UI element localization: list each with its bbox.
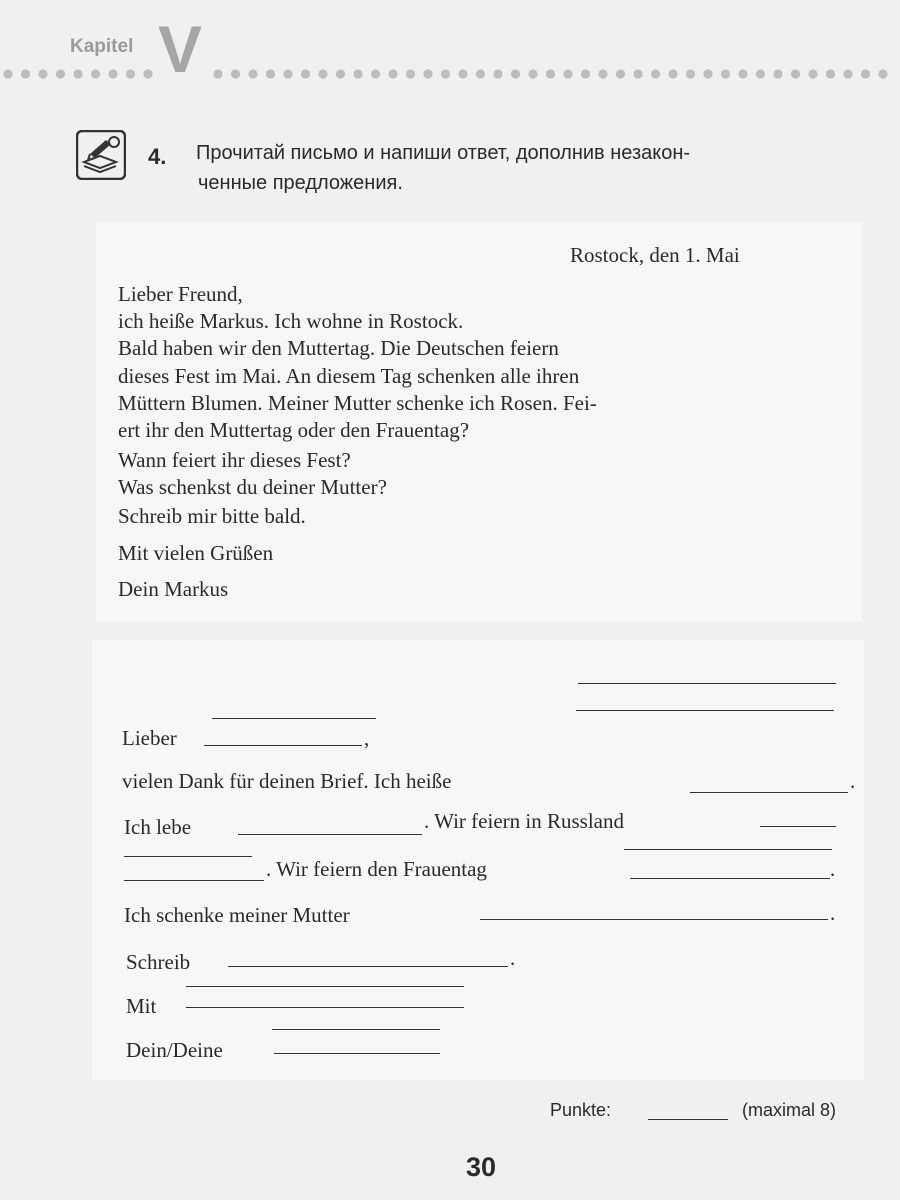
divider-dot — [528, 69, 537, 78]
divider-dot — [511, 69, 520, 78]
divider-dot — [266, 69, 275, 78]
divider-dot — [563, 69, 572, 78]
divider-dot — [581, 69, 590, 78]
points-maximum: (maximal 8) — [742, 1100, 837, 1120]
divider-dot — [73, 69, 82, 78]
blank-line[interactable] — [124, 880, 264, 881]
divider-dot — [668, 69, 677, 78]
divider-dot — [843, 69, 852, 78]
divider-dot — [126, 69, 135, 78]
signature-blank[interactable] — [274, 1053, 440, 1054]
blank-line[interactable] — [186, 986, 464, 987]
dotted-divider — [0, 64, 900, 84]
task-instruction — [196, 138, 866, 198]
divider-dot — [441, 69, 450, 78]
answer-schreib: Schreib — [126, 950, 191, 974]
divider-dot — [493, 69, 502, 78]
chapter-number: V — [158, 12, 203, 86]
divider-dot — [108, 69, 117, 78]
divider-dot — [861, 69, 870, 78]
letter-line: ert ihr den Muttertag oder den Frauentag? — [118, 418, 470, 442]
letter-line: Wann feiert ihr dieses Fest? — [118, 448, 351, 472]
divider-dot — [616, 69, 625, 78]
divider-dot — [91, 69, 100, 78]
letter-line: Bald haben wir den Muttertag. Die Deutschen feiern — [118, 336, 559, 360]
answer-frauentag: . Wir feiern den Frauentag — [266, 857, 487, 881]
divider-dot — [143, 69, 152, 78]
divider-dot — [353, 69, 362, 78]
answer-mit: Mit — [126, 994, 157, 1018]
city-blank[interactable] — [238, 834, 422, 835]
divider-dot — [633, 69, 642, 78]
divider-dot — [388, 69, 397, 78]
divider-dot — [703, 69, 712, 78]
divider-dot — [808, 69, 817, 78]
points-label: Punkte: — [550, 1100, 612, 1120]
divider-dot — [336, 69, 345, 78]
divider-dot — [773, 69, 782, 78]
divider-dot — [546, 69, 555, 78]
letter-line: Müttern Blumen. Meiner Mutter schenke ich Rosen. Fei- — [118, 391, 597, 415]
page-number: 30 — [466, 1152, 497, 1182]
answer-period: . — [510, 946, 516, 970]
letter-line: Lieber Freund, — [118, 282, 243, 306]
blank-line[interactable] — [630, 878, 830, 879]
answer-comma: , — [364, 726, 370, 750]
task-number: 4. — [148, 144, 167, 169]
divider-dot — [686, 69, 695, 78]
gift-blank[interactable] — [480, 919, 828, 920]
divider-dot — [283, 69, 292, 78]
divider-dot — [791, 69, 800, 78]
blank-line[interactable] — [272, 1029, 440, 1030]
blank-line[interactable] — [760, 826, 836, 827]
divider-dot — [231, 69, 240, 78]
divider-dot — [651, 69, 660, 78]
divider-dot — [406, 69, 415, 78]
letter-line: Schreib mir bitte bald. — [118, 504, 306, 528]
letter-line: Was schenkst du deiner Mutter? — [118, 475, 387, 499]
divider-dot — [21, 69, 30, 78]
answer-dein: Dein/Deine — [126, 1038, 223, 1062]
closing-blank[interactable] — [186, 1007, 464, 1008]
divider-dot — [458, 69, 467, 78]
divider-dot — [3, 69, 12, 78]
divider-dot — [826, 69, 835, 78]
chapter-label: Kapitel — [70, 36, 134, 57]
instruction-line: ченные предложения. — [198, 172, 403, 194]
answer-period: . — [830, 901, 836, 925]
divider-dot — [318, 69, 327, 78]
chapter-header — [0, 0, 900, 90]
divider-dot — [756, 69, 765, 78]
letter-line: dieses Fest im Mai. An diesem Tag schenken alle ihren — [118, 364, 580, 388]
blank-line[interactable] — [576, 710, 834, 711]
divider-dot — [423, 69, 432, 78]
divider-dot — [213, 69, 222, 78]
blank-line[interactable] — [578, 683, 836, 684]
answer-lebe: Ich lebe — [124, 815, 192, 839]
answer-period: . — [850, 769, 856, 793]
divider-dot — [248, 69, 257, 78]
name-blank[interactable] — [690, 792, 848, 793]
divider-dot — [721, 69, 730, 78]
divider-dot — [878, 69, 887, 78]
divider-dot — [598, 69, 607, 78]
blank-line[interactable] — [212, 718, 376, 719]
blank-line[interactable] — [624, 849, 832, 850]
divider-dot — [301, 69, 310, 78]
points-blank[interactable] — [648, 1119, 728, 1120]
letter-signature: Dein Markus — [118, 577, 229, 601]
answer-feiern-russland: . Wir feiern in Russland — [424, 809, 624, 833]
answer-period: . — [830, 857, 836, 881]
answer-schenke: Ich schenke meiner Mutter — [124, 903, 350, 927]
letter-line: ich heiße Markus. Ich wohne in Rostock. — [118, 309, 464, 333]
divider-dot — [56, 69, 65, 78]
divider-dot — [738, 69, 747, 78]
answer-thanks: vielen Dank für deinen Brief. Ich heiße — [122, 769, 452, 793]
divider-dot — [38, 69, 47, 78]
schreib-blank[interactable] — [228, 966, 508, 967]
divider-dot — [476, 69, 485, 78]
blank-line[interactable] — [124, 856, 252, 857]
divider-dot — [371, 69, 380, 78]
answer-greeting: Lieber — [122, 726, 177, 750]
instruction-line: Прочитай письмо и напиши ответ, дополнив незакон- — [196, 142, 691, 164]
writing-task-icon — [76, 130, 126, 180]
letter-closing: Mit vielen Grüßen — [118, 541, 274, 565]
letter-date: Rostock, den 1. Mai — [570, 243, 740, 267]
recipient-name-blank[interactable] — [204, 745, 362, 746]
